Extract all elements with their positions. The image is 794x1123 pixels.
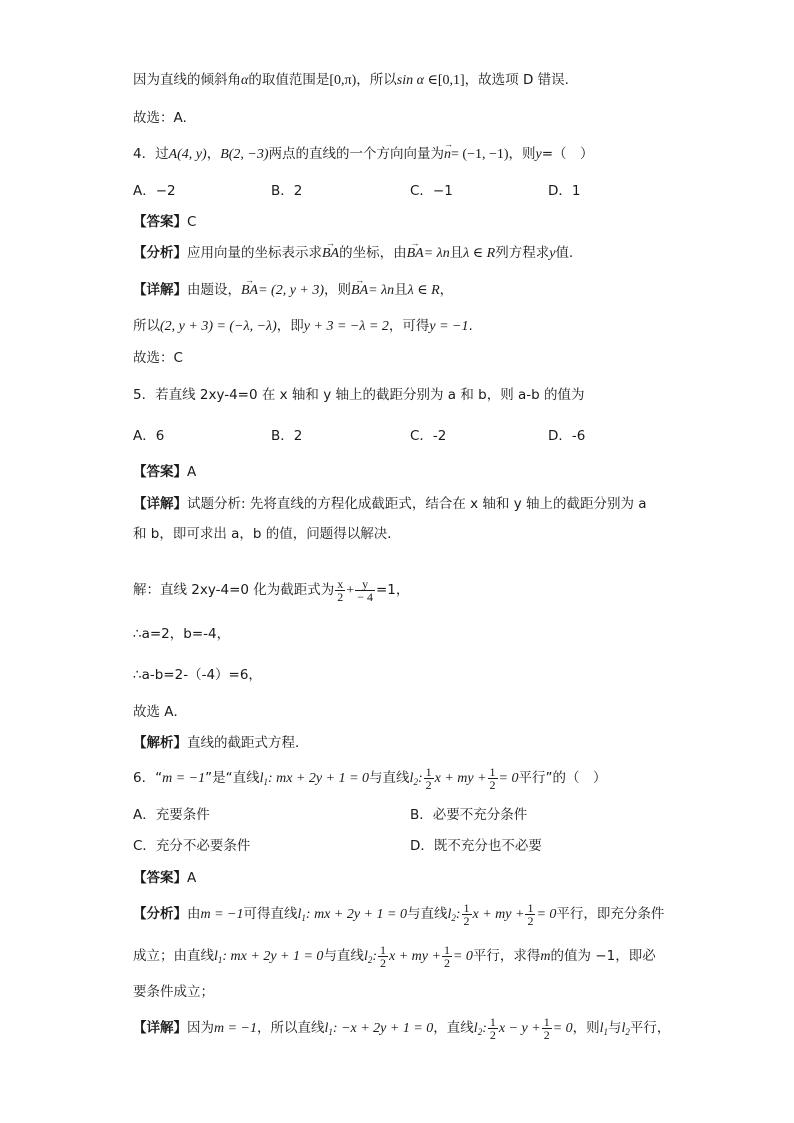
q6-option-d: D．既不充分也不必要 [410, 838, 542, 854]
q4-option-c: C．−1 [410, 183, 453, 199]
fraction-y-over-neg4: $\frac{y}{- 4}$ [357, 576, 373, 604]
q6-analysis-end: 要条件成立； [133, 984, 214, 1000]
q5-step-3: ∴a-b=2-（-4）=6， [133, 667, 262, 683]
q5-detail-cont: 和 b，即可求出 a，b 的值，问题得以解决． [133, 526, 401, 542]
q6-answer: 【答案】A [133, 870, 197, 886]
q5-option-d: D．-6 [548, 428, 586, 444]
q5-step-2: ∴a=2，b=-4， [133, 626, 231, 642]
q6-option-b: B．必要不充分条件 [410, 807, 528, 823]
q4-detail: 【详解】由题设，→ BA= (2, y + 3)，则→ BA= λn且λ ∈ R， [133, 280, 453, 301]
q4-analysis: 【分析】应用向量的坐标表示求→ BA的坐标，由→ BA= λn且λ ∈ R列方程求y值. [133, 243, 573, 264]
q5-selection: 故选 A． [133, 704, 188, 720]
question-6: 6．“m = −1”是“直线$l_1$: mx + 2y + 1 = 0与直线$l_2$: $\frac{1}{2}$ x + my + $\frac{1}{2}$ = 0平行”的（ ） [133, 764, 607, 792]
q5-option-a: A．6 [133, 428, 165, 444]
q5-detail: 【详解】试题分析: 先将直线的方程化成截距式，结合在 x 轴和 y 轴上的截距分别为 a [133, 496, 647, 512]
q4-option-d: D．1 [548, 183, 581, 199]
q6-option-a: A．充要条件 [133, 807, 210, 823]
q6-detail: 【详解】因为m = −1，所以直线$l_1$: −x + 2y + 1 = 0，直线$l_2$: $\frac{1}{2}$ x − y + $\frac{1}{2}$ = 0，则$l_1$与$l_2$平行， [133, 1014, 671, 1042]
q4-option-b: B．2 [271, 183, 303, 199]
text-line-1: 因为直线的倾斜角α的取值范围是[0,π)，所以sin α ∈[0,1]，故选项 D 错误. [133, 72, 569, 88]
fraction-x-over-2: $\frac{x}{2}$ [337, 576, 344, 604]
q5-option-c: C．-2 [410, 428, 447, 444]
q5-solution: 解：直线 2xy-4=0 化为截距式为 $\frac{x}{2}$ + $\frac{y}{- 4}$ =1， [133, 576, 410, 604]
question-5: 5．若直线 2xy-4=0 在 x 轴和 y 轴上的截距分别为 a 和 b，则 a-b 的值为 [133, 387, 585, 403]
q4-selection: 故选：C [133, 350, 183, 366]
q5-explanation: 【解析】直线的截距式方程． [133, 735, 309, 751]
q6-analysis: 【分析】由m = −1可得直线$l_1$: mx + 2y + 1 = 0与直线$l_2$: $\frac{1}{2}$ x + my + $\frac{1}{2}$ = 0平行，即充分条件 [133, 900, 665, 928]
q5-option-b: B．2 [271, 428, 303, 444]
q6-analysis-cont: 成立；由直线$l_1$: mx + 2y + 1 = 0与直线$l_2$: $\frac{1}{2}$ x + my + $\frac{1}{2}$ = 0平行，求得m的值为 −1，即必 [133, 942, 656, 970]
question-4: 4．过A(4, y)，B(2, −3)两点的直线的一个方向向量为→ n= (−1, −1)，则y=（ ） [133, 144, 594, 165]
q4-solution: 所以(2, y + 3) = (−λ, −λ)，即y + 3 = −λ = 2，可得y = −1. [133, 318, 473, 334]
text-line-2: 故选：A. [133, 110, 187, 126]
q5-answer: 【答案】A [133, 464, 197, 480]
q4-option-a: A．−2 [133, 183, 176, 199]
q4-answer: 【答案】C [133, 214, 197, 230]
q6-option-c: C．充分不必要条件 [133, 838, 251, 854]
